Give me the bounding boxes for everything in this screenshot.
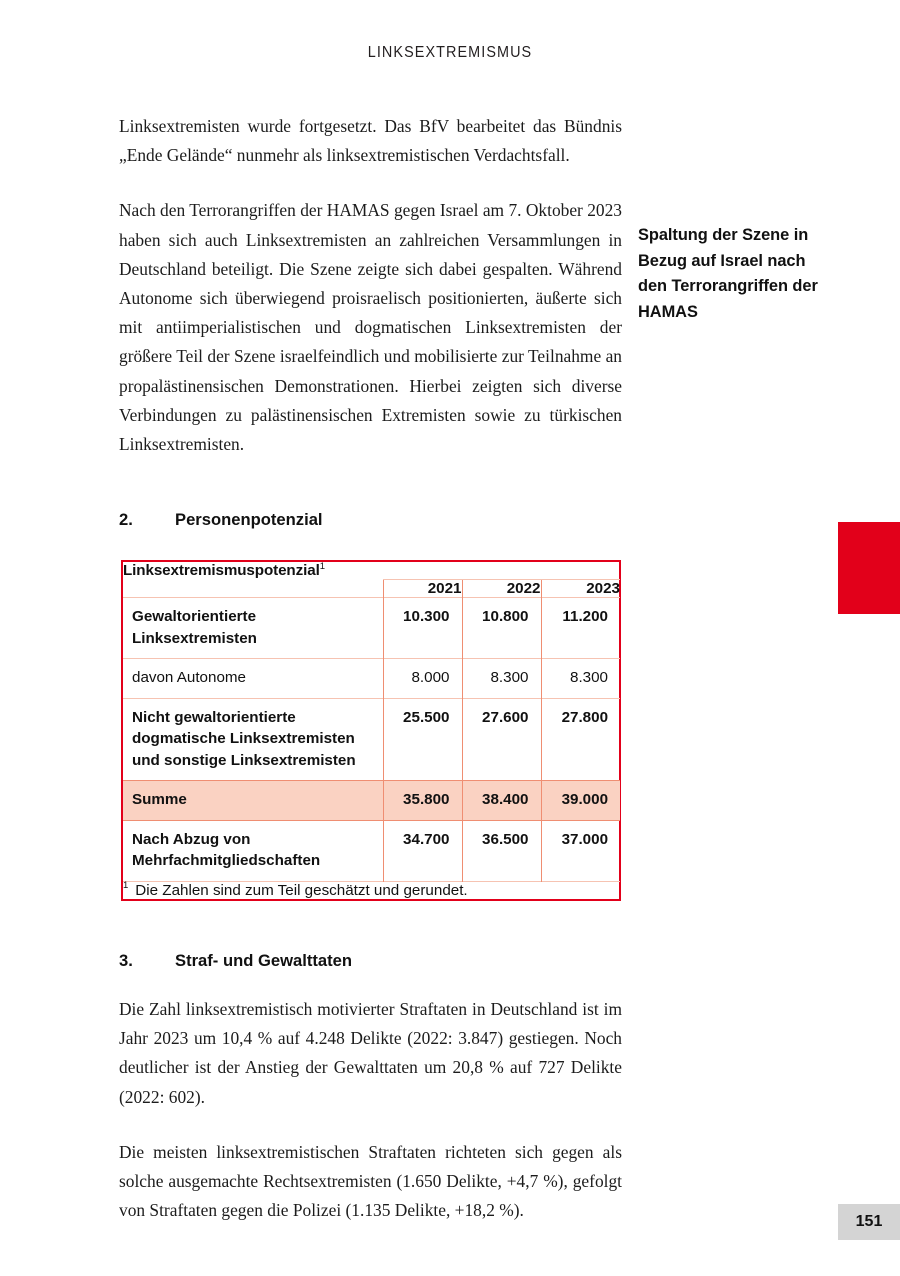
text-column-lower	[119, 995, 622, 1225]
table-footnote-row	[123, 881, 620, 899]
margin-note: Spaltung der Szene in Bezug auf Israel nach den Terrorangriffen der HAMAS	[638, 226, 818, 321]
running-head: LINKSEXTREMISMUS	[367, 44, 533, 61]
row-value-2022: 27.600	[462, 698, 541, 781]
table-row-summe	[123, 781, 620, 821]
linksextremismuspotenzial-table	[121, 560, 621, 901]
footnote-text: Die Zahlen sind zum Teil geschätzt und gerundet.	[135, 881, 468, 899]
year-header-blank	[123, 580, 383, 598]
paragraph-2: Nach den Terrorangriffen der HAMAS gegen Israel am 7. Oktober 2023 haben sich auch Linksextremisten an zahlreichen Versammlungen in Deutschland beteiligt. Die Szene zeigte sich dabei gespalten. Während Autonome sich überwiegend proisraelisch positionierten, äußerte sich mit antiimperialistischen und dogmatischen Linksextremisten der größere Teil der Szene israelfeindlich und mobilisierte zur Teilnahme an propalästinensischen Demonstrationen. Hierbei zeigten sich diverse Verbindungen zu palästinensischen Extremisten sowie zu türkischen Linksextremisten.	[119, 200, 622, 455]
row-label: Nach Abzug von Mehrfachmitgliedschaften	[123, 820, 383, 881]
row-value-2021: 10.300	[383, 598, 462, 659]
row-value-2023: 27.800	[541, 698, 620, 781]
table-row	[123, 698, 620, 781]
section-title: Straf- und Gewalttaten	[175, 951, 353, 970]
row-value-2022: 10.800	[462, 598, 541, 659]
section-number: 3.	[119, 951, 133, 970]
row-label: Nicht gewaltorientierte dogmatische Linksextremisten und sonstige Linksextremisten	[123, 698, 383, 781]
table-title-row	[123, 562, 620, 580]
page-number: 151	[855, 1213, 883, 1230]
page-number-box	[838, 1204, 900, 1240]
table-row	[123, 820, 620, 881]
row-value-2022: 38.400	[462, 781, 541, 821]
row-value-2023: 37.000	[541, 820, 620, 881]
table-footnote-cell	[123, 881, 620, 899]
row-value-2022: 36.500	[462, 820, 541, 881]
table-title-cell	[123, 562, 620, 580]
footnote-mark: 1	[123, 880, 129, 892]
row-value-2023: 39.000	[541, 781, 620, 821]
table-year-header-row	[123, 580, 620, 598]
table-row	[123, 598, 620, 659]
row-value-2023: 11.200	[541, 598, 620, 659]
section-title: Personenpotenzial	[175, 510, 323, 529]
paragraph-1: Linksextremisten wurde fortgesetzt. Das BfV bearbeitet das Bündnis „Ende Gelände“ nunmehr als linksextremistischen Verdachtsfall.	[119, 116, 622, 166]
paragraph-4: Die meisten linksextremistischen Straftaten richteten sich gegen als solche ausgemachte Rechtsextremisten (1.650 Delikte, +4,7 %), gefolgt von Straftaten gegen die Polizei (1.135 Delikte, +18,2 %).	[119, 1141, 622, 1221]
text-column	[119, 112, 622, 459]
row-label: Summe	[123, 781, 383, 821]
row-value-2021: 35.800	[383, 781, 462, 821]
table-row	[123, 659, 620, 699]
table-title-footnote-mark: 1	[319, 560, 325, 572]
year-header-2021: 2021	[383, 580, 462, 598]
chapter-thumb-tab	[838, 522, 900, 614]
row-value-2022: 8.300	[462, 659, 541, 699]
table-title: Linksextremismuspotenzial	[123, 562, 320, 579]
row-value-2021: 34.700	[383, 820, 462, 881]
row-label: davon Autonome	[123, 659, 383, 699]
row-value-2021: 8.000	[383, 659, 462, 699]
row-label: Gewaltorientierte Linksextremisten	[123, 598, 383, 659]
section-number: 2.	[119, 510, 133, 529]
section-heading-3	[119, 951, 352, 971]
section-heading-2	[119, 510, 323, 530]
paragraph-3: Die Zahl linksextremistisch motivierter Straftaten in Deutschland ist im Jahr 2023 um 10,4 % auf 4.248 Delikte (2022: 3.847) gestiegen. Noch deutlicher ist der Anstieg der Gewalttaten um 20,8 % auf 727 Delikte (2022: 602).	[119, 999, 622, 1107]
year-header-2023: 2023	[541, 580, 620, 598]
row-value-2021: 25.500	[383, 698, 462, 781]
year-header-2022: 2022	[462, 580, 541, 598]
row-value-2023: 8.300	[541, 659, 620, 699]
